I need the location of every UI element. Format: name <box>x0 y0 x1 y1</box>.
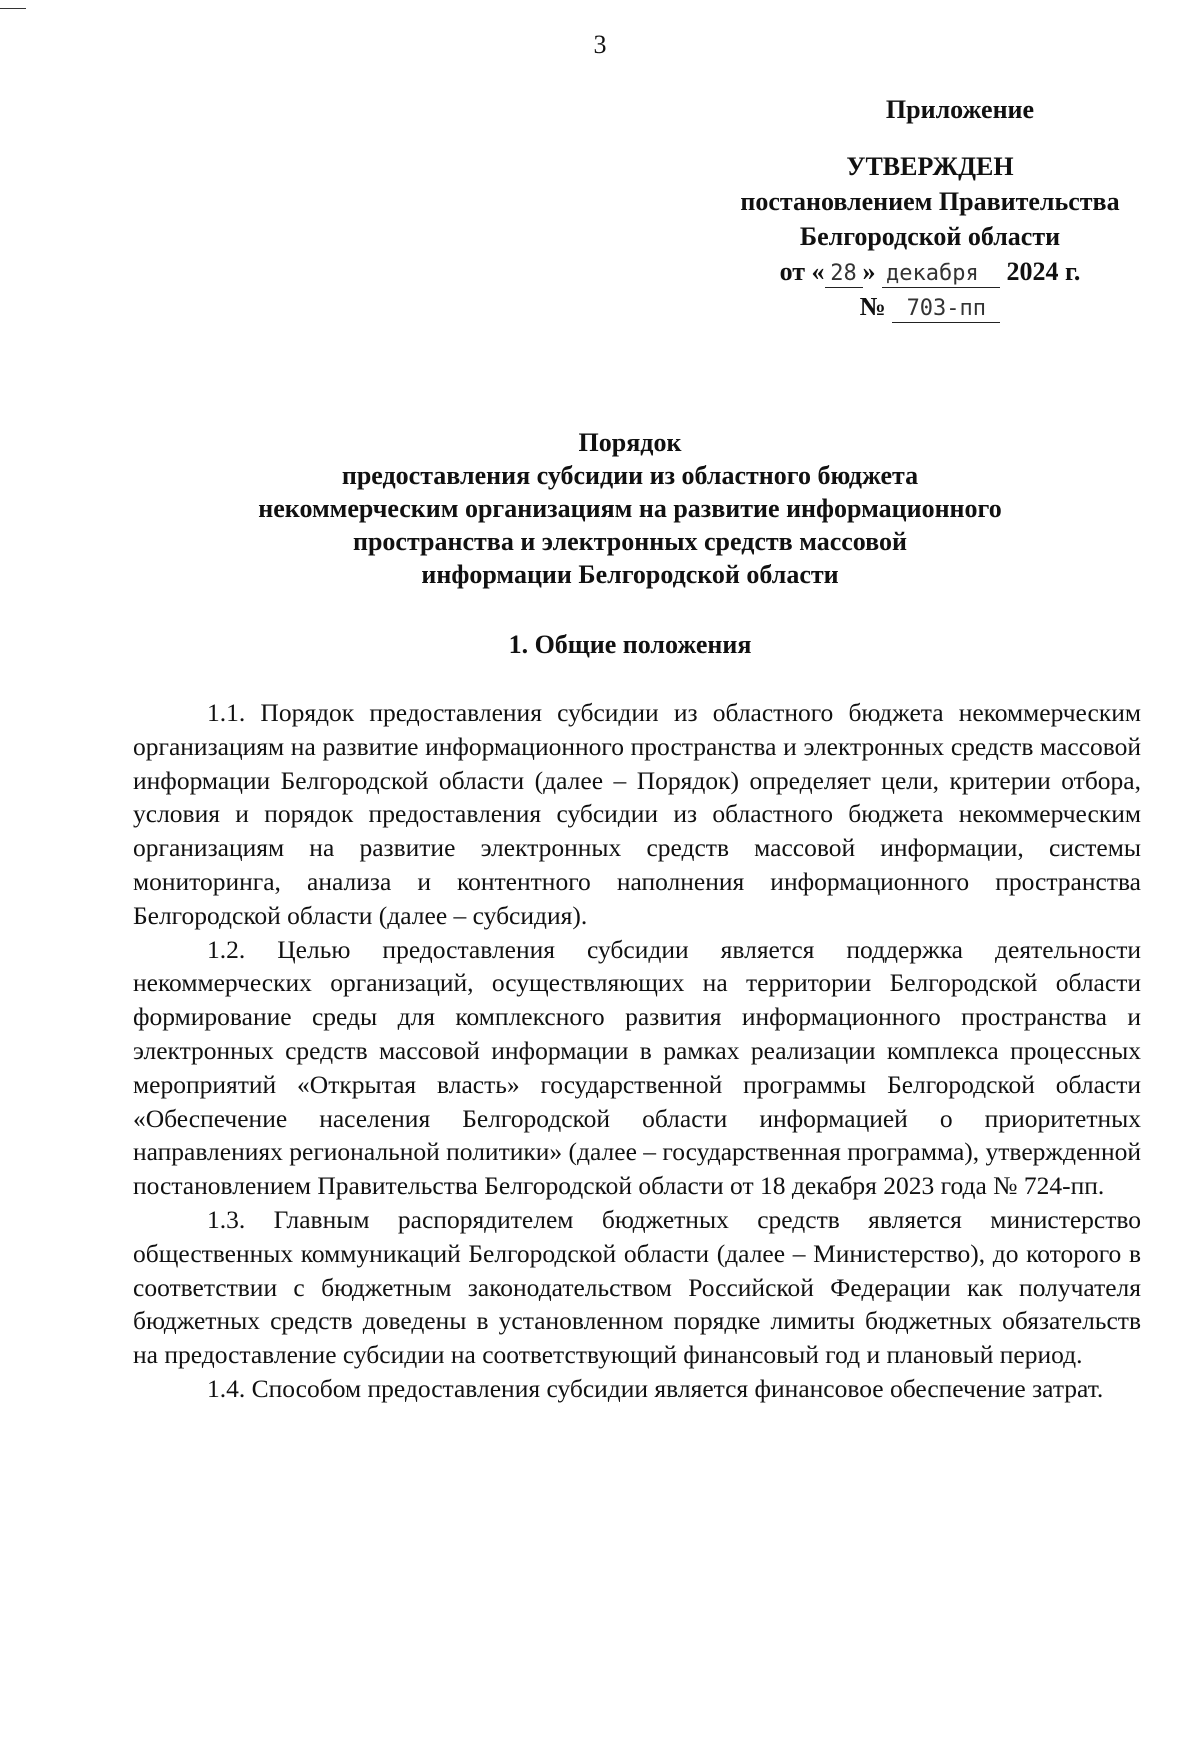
title-line-4: пространства и электронных средств массовой <box>352 527 908 556</box>
date-day: 28 <box>825 261 863 288</box>
approval-number-line <box>690 289 1170 324</box>
date-mid: » <box>862 257 876 286</box>
title-line-5: информации Белгородской области <box>421 560 839 589</box>
paragraph-1-3: 1.3. Главным распорядителем бюджетных средств является министерство общественных коммуникаций Белгородской области (далее – Министерство), до которого в соответствии с бюджетным законодательством Российской Федерации как получателя бюджетных средств доведены в установленном порядке лимиты бюджетных обязательств на предоставление субсидии на соответствующий финансовый год и плановый период. <box>133 1204 1141 1370</box>
approved-label: УТВЕРЖДЕН <box>846 152 1014 181</box>
paragraph-1-2: 1.2. Целью предоставления субсидии является поддержка деятельности некоммерческих организаций, осуществляющих на территории Белгородской области формирование среды для комплексного развития информационного пространства и электронных средств массовой информации в рамках реализации комплекса процессных мероприятий «Открытая власть» государственной программы Белгородской области «Обеспечение населения Белгородской области информацией о приоритетных направлениях региональной политики» (далее – государственная программа), утвержденной постановлением Правительства Белгородской области от 18 декабря 2023 года № 724-пп. <box>133 934 1141 1201</box>
scan-mark <box>0 8 26 9</box>
approval-date-line <box>690 254 1170 289</box>
approved-by-line-1: постановлением Правительства <box>740 187 1120 216</box>
paragraph-1-4: 1.4. Способом предоставления субсидии является финансовое обеспечение затрат. <box>207 1373 1104 1403</box>
date-month: декабря <box>882 261 1000 288</box>
appendix-label: Приложение <box>885 95 1035 124</box>
section-heading: 1. Общие положения <box>508 630 752 659</box>
document-number: 703-пп <box>892 296 1000 323</box>
title-line-2: предоставления субсидии из областного бюджета <box>341 461 919 490</box>
title-line-3: некоммерческим организациям на развитие информационного <box>258 494 1002 523</box>
date-year: 2024 г. <box>1006 257 1081 286</box>
number-prefix: № <box>859 292 886 321</box>
approved-by-line-2: Белгородской области <box>799 222 1061 251</box>
date-prefix: от « <box>779 257 825 286</box>
document-title <box>130 426 1130 591</box>
title-line-1: Порядок <box>578 428 682 457</box>
page-number: 3 <box>593 30 607 59</box>
section-body <box>133 696 1141 1406</box>
approval-block <box>690 92 1170 324</box>
paragraph-1-1: 1.1. Порядок предоставления субсидии из областного бюджета некоммерческим организациям на развитие информационного пространства и электронных средств массовой информации Белгородской области (далее – Порядок) определяет цели, критерии отбора, условия и порядок предоставления субсидии из областного бюджета некоммерческим организациям на развитие электронных средств массовой информации, системы мониторинга, анализа и контентного наполнения информационного пространства Белгородской области (далее – субсидия). <box>133 698 1141 930</box>
